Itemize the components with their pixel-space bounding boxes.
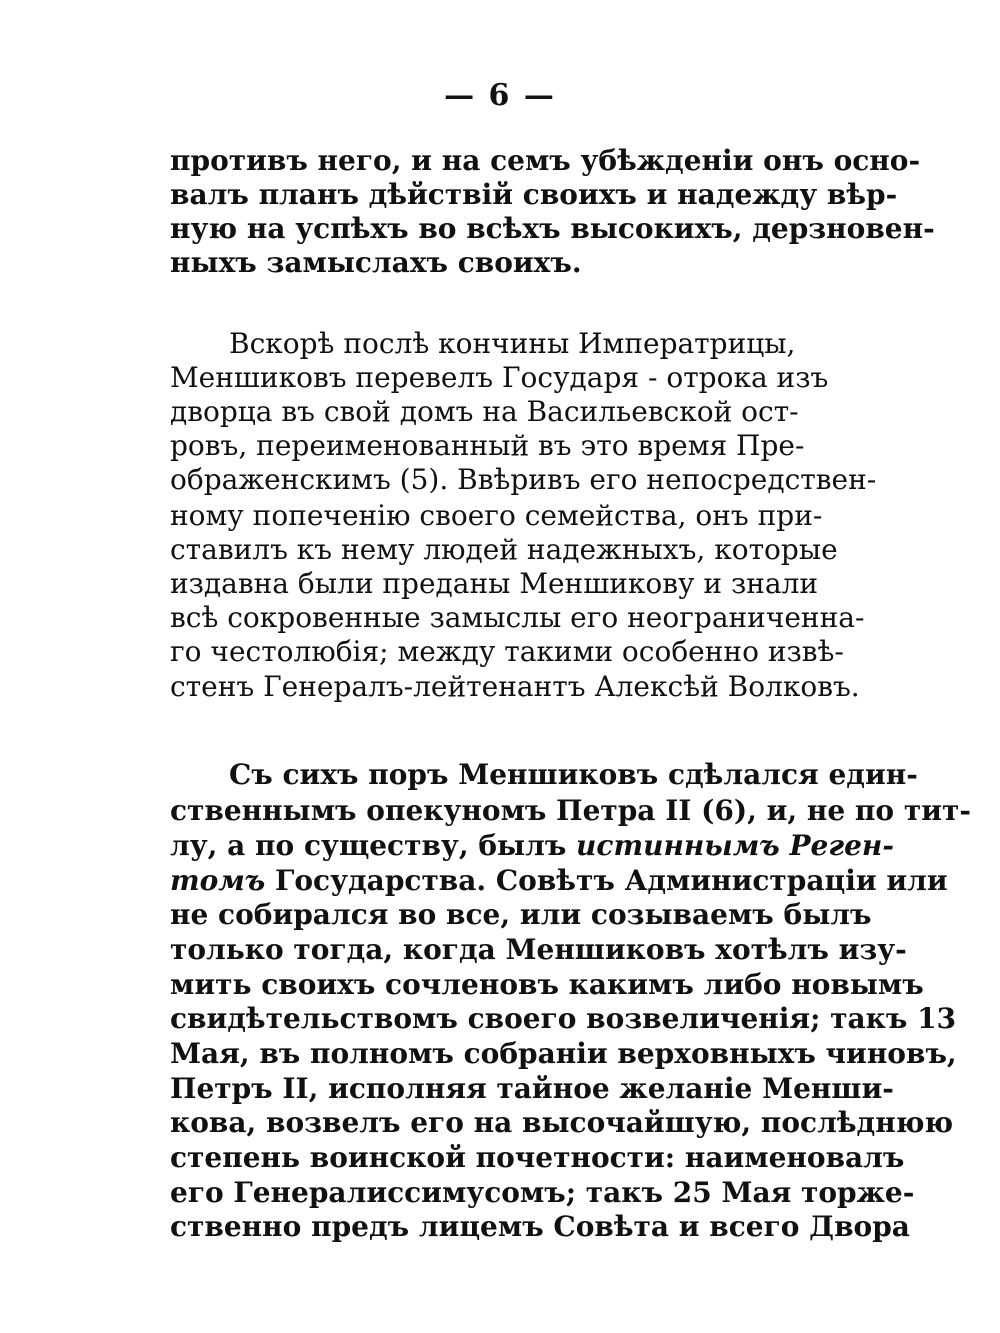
text-run: Государства. Совѣтъ Администрацiи или: [275, 864, 948, 897]
italic-text-run: истиннымъ Реген-: [576, 829, 894, 862]
text-line: ображенскимъ (5). Ввѣривъ его непосредствен-: [170, 463, 877, 496]
text-line: валъ планъ дѣйствiй своихъ и надежду вѣр-: [170, 178, 898, 211]
text-line: ственно предъ лицемъ Совѣта и всего Двора: [170, 1210, 910, 1243]
text-line: ную на успѣхъ во всѣхъ высокихъ, дерзновен-: [170, 212, 935, 245]
text-line: дворца въ свой домъ на Васильевской ост-: [170, 395, 799, 428]
text-line: ственнымъ опекуномъ Петра II (6), и, не по тит-: [170, 794, 971, 827]
text-line: Меншиковъ перевелъ Государя - отрока изъ: [170, 361, 829, 394]
text-line: противъ него, и на семъ убѣжденiи онъ осно-: [170, 144, 921, 177]
text-line-mixed: [170, 827, 894, 865]
text-line: степень воинской почетности: наименовалъ: [170, 1141, 905, 1174]
text-line-mixed: [170, 862, 948, 900]
text-line: ному попеченiю своего семейства, онъ при-: [170, 499, 823, 532]
text-line: ставилъ къ нему людей надежныхъ, которые: [170, 533, 838, 566]
text-line: ныхъ замыслахъ своихъ.: [170, 246, 582, 279]
text-line: Вскорѣ послѣ кончины Императрицы,: [229, 327, 796, 360]
text-line: Петръ II, исполняя тайное желанiе Менши-: [170, 1072, 894, 1105]
text-line: не собирался во все, или созываемъ былъ: [170, 898, 872, 931]
text-line: издавна были преданы Меншикову и знали: [170, 567, 819, 600]
text-line: кова, возвелъ его на высочайшую, послѣднюю: [170, 1106, 954, 1139]
page-number: — 6 —: [444, 78, 556, 113]
text-line: всѣ сокровенные замыслы его неограниченна-: [170, 601, 865, 634]
text-line: Мая, въ полномъ собранiи верховныхъ чиновъ,: [170, 1037, 957, 1070]
text-line: Съ сихъ поръ Меншиковъ сдѣлался един-: [229, 758, 918, 791]
text-line: го честолюбiя; между такими особенно извѣ-: [170, 635, 844, 668]
text-line: свидѣтельствомъ своего возвеличенiя; такъ 13: [170, 1002, 957, 1035]
text-line: его Генералиссимусомъ; такъ 25 Мая торже-: [170, 1176, 915, 1209]
text-line: мить своихъ сочленовъ какимъ либо новымъ: [170, 968, 924, 1001]
text-line: стенъ Генералъ-лейтенантъ Алексѣй Волковъ.: [170, 670, 860, 703]
italic-text-run: томъ: [170, 864, 266, 897]
text-line: ровъ, переименованный въ это время Пре-: [170, 429, 805, 462]
text-line: только тогда, когда Меншиковъ хотѣлъ изу-: [170, 933, 907, 966]
text-run: лу, а по существу, былъ: [170, 829, 567, 862]
